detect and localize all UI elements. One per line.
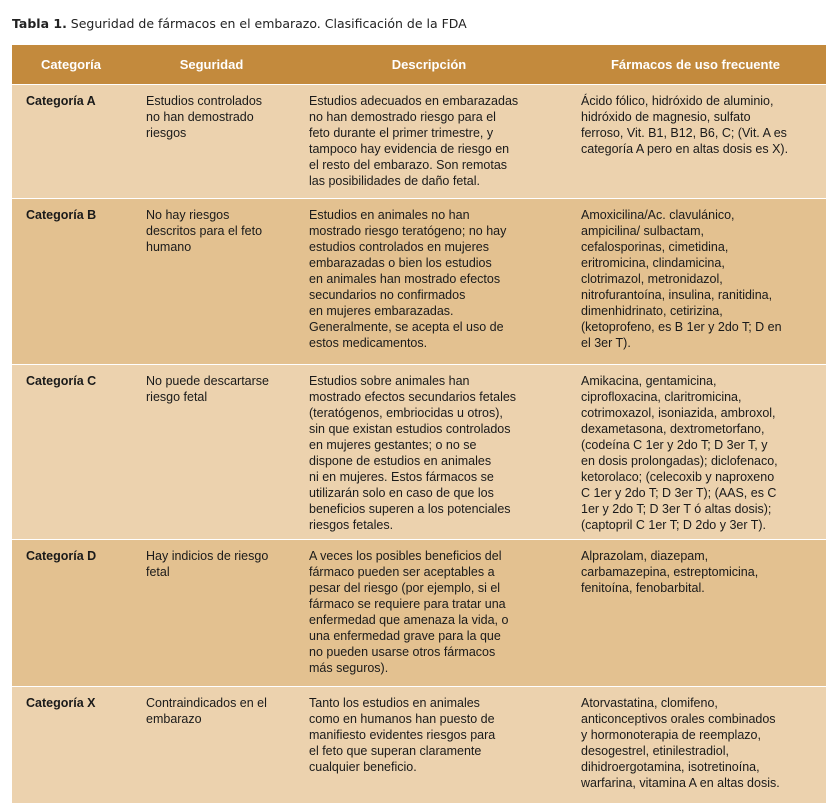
table-row: [12, 365, 826, 540]
header-descripcion: Descripción: [293, 45, 565, 85]
cell-farmacos: Amikacina, gentamicina, ciprofloxacina, claritromicina, cotrimoxazol, isoniazida, ambroxol, dexametasona, dextrometorfano, (codeína C 1er y 2do T; D 3er T, y en dosis prolongadas); diclofenaco, ketorolaco; (celecoxib y naproxeno C 1er y 2do T; D 3er T); (AAS, es C 1er y 2do T; D 3er T ó altas dosis); (captopril C 1er T; D 2do y 3er T).: [565, 365, 826, 540]
table-caption: [12, 16, 467, 31]
cell-farmacos: Amoxicilina/Ac. clavulánico, ampicilina/ sulbactam, cefalosporinas, cimetidina, eritromicina, clindamicina, clotrimazol, metronidazol, nitrofurantoína, insulina, ranitidina, dimenhidrinato, cetirizina, (ketoprofeno, es B 1er y 2do T; D en el 3er T).: [565, 199, 826, 365]
table-row: [12, 199, 826, 365]
cell-descripcion: Estudios adecuados en embarazadas no han demostrado riesgo para el feto durante el primer trimestre, y tampoco hay evidencia de riesgo en el resto del embarazo. Son remotas las posibilidades de daño fetal.: [293, 85, 565, 199]
cell-seguridad: Contraindicados en el embarazo: [130, 687, 293, 803]
cell-seguridad: Hay indicios de riesgo fetal: [130, 540, 293, 687]
cell-categoria: Categoría B: [12, 199, 130, 365]
table-header: [12, 45, 826, 85]
table-row: [12, 687, 826, 803]
cell-categoria: Categoría C: [12, 365, 130, 540]
header-farmacos: Fármacos de uso frecuente: [565, 45, 826, 85]
cell-descripcion: Estudios sobre animales han mostrado efectos secundarios fetales (teratógenos, embriocidas u otros), sin que existan estudios controlados en mujeres gestantes; o no se dispone de estudios en animales ni en mujeres. Estos fármacos se utilizarán solo en caso de que los beneficios superen a los potenciales riesgos fetales.: [293, 365, 565, 540]
header-categoria: Categoría: [12, 45, 130, 85]
cell-descripcion: Tanto los estudios en animales como en humanos han puesto de manifiesto evidentes riesgos para el feto que superan claramente cualquier beneficio.: [293, 687, 565, 803]
cell-descripcion: A veces los posibles beneficios del fármaco pueden ser aceptables a pesar del riesgo (por ejemplo, si el fármaco se requiere para tratar una enfermedad que amenaza la vida, o una enfermedad grave para la que no pueden usarse otros fármacos más seguros).: [293, 540, 565, 687]
cell-categoria: Categoría X: [12, 687, 130, 803]
table-body: [12, 85, 826, 803]
cell-seguridad: Estudios controlados no han demostrado riesgos: [130, 85, 293, 199]
table-row: [12, 540, 826, 687]
fda-classification-table: [12, 45, 826, 803]
cell-farmacos: Alprazolam, diazepam, carbamazepina, estreptomicina, fenitoína, fenobarbital.: [565, 540, 826, 687]
table-row: [12, 85, 826, 199]
cell-seguridad: No hay riesgos descritos para el feto humano: [130, 199, 293, 365]
caption-label: Tabla 1.: [12, 16, 67, 31]
cell-farmacos: Ácido fólico, hidróxido de aluminio, hidróxido de magnesio, sulfato ferroso, Vit. B1, B12, B6, C; (Vit. A es categoría A pero en altas dosis es X).: [565, 85, 826, 199]
cell-categoria: Categoría D: [12, 540, 130, 687]
header-row: [12, 45, 826, 85]
cell-descripcion: Estudios en animales no han mostrado riesgo teratógeno; no hay estudios controlados en mujeres embarazadas o bien los estudios en animales han mostrado efectos secundarios no confirmados en mujeres embarazadas. Generalmente, se acepta el uso de estos medicamentos.: [293, 199, 565, 365]
header-seguridad: Seguridad: [130, 45, 293, 85]
caption-text: Seguridad de fármacos en el embarazo. Clasificación de la FDA: [66, 16, 467, 31]
cell-categoria: Categoría A: [12, 85, 130, 199]
cell-farmacos: Atorvastatina, clomifeno, anticonceptivos orales combinados y hormonoterapia de reemplazo, desogestrel, etinilestradiol, dihidroergotamina, isotretinoína, warfarina, vitamina A en altas dosis.: [565, 687, 826, 803]
cell-seguridad: No puede descartarse riesgo fetal: [130, 365, 293, 540]
